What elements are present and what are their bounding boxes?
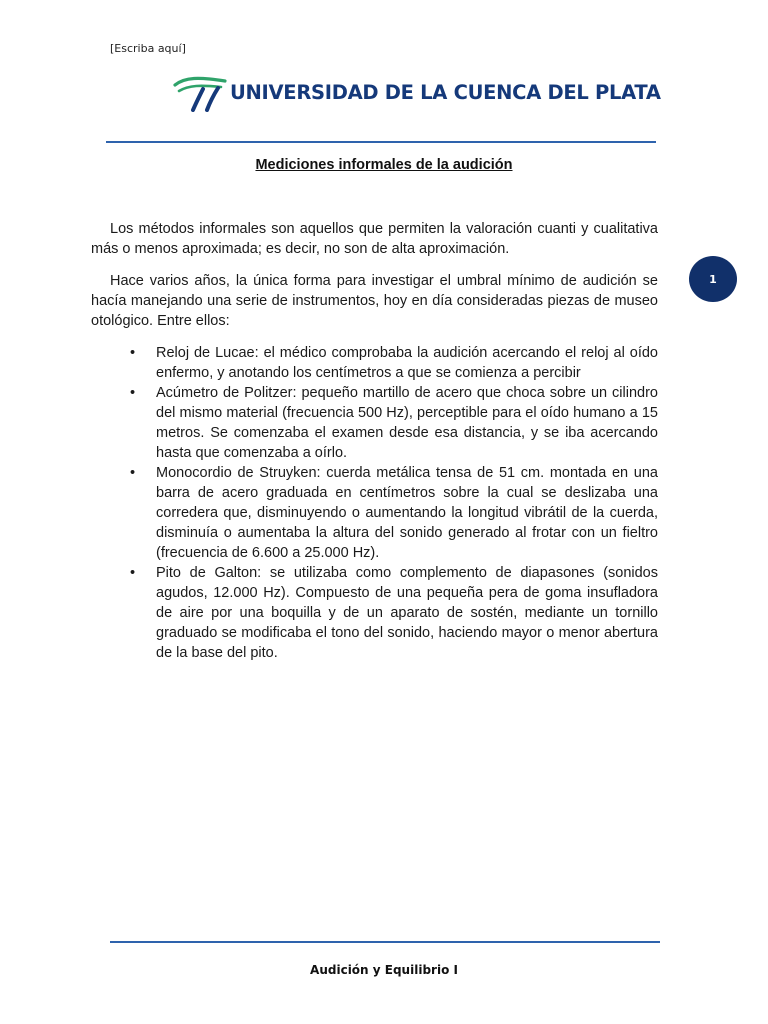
university-wave-logo-icon: [172, 72, 228, 112]
university-name: UNIVERSIDAD DE LA CUENCA DEL PLATA: [230, 80, 661, 104]
header-divider: [106, 141, 656, 143]
list-item: • Reloj de Lucae: el médico comprobaba la audición acercando el reloj al oído enfermo, y anotando los centímetros a que se comienza a percibir: [156, 343, 658, 383]
list-item: • Monocordio de Struyken: cuerda metálica tensa de 51 cm. montada en una barra de acero graduada en centímetros sobre la cual se deslizaba una corredera que, disminuyendo o aumentando la longitud vibrátil de la cuerda, disminuía o aumentaba la altura del sonido generado al frotar con un fieltro (frecuencia de 6.600 a 25.000 Hz).: [156, 463, 658, 563]
paragraph: Los métodos informales son aquellos que permiten la valoración cuanti y cualitativa más o menos aproximada; es decir, no son de alta aproximación.: [91, 221, 658, 257]
header-placeholder-note: [Escriba aquí]: [110, 42, 186, 55]
document-body: [91, 219, 658, 663]
footer-divider: [110, 941, 660, 943]
document-title: Mediciones informales de la audición: [255, 157, 513, 173]
footer-course-name: Audición y Equilibrio I: [310, 963, 458, 977]
list-item: • Pito de Galton: se utilizaba como complemento de diapasones (sonidos agudos, 12.000 Hz). Compuesto de una pequeña pera de goma insufladora de aire por una boquilla y de un aparato de sostén, mediante un tornillo graduado se modificaba el tono del sonido, haciendo mayor o menor abertura de la base del pito.: [156, 563, 658, 663]
page-number-badge: 1: [689, 256, 737, 302]
list-item: • Acúmetro de Politzer: pequeño martillo de acero que choca sobre un cilindro del mismo material (frecuencia 500 Hz), perceptible para el oído humano a 15 metros. Se comenzaba el examen desde esa distancia, y se iba acercando hasta que comenzaba a oírlo.: [156, 383, 658, 463]
paragraph: Hace varios años, la única forma para investigar el umbral mínimo de audición se hacía manejando una serie de instrumentos, hoy en día consideradas piezas de museo otológico. Entre ellos:: [91, 273, 658, 329]
instrument-list: [91, 343, 658, 663]
university-header: [172, 72, 661, 112]
